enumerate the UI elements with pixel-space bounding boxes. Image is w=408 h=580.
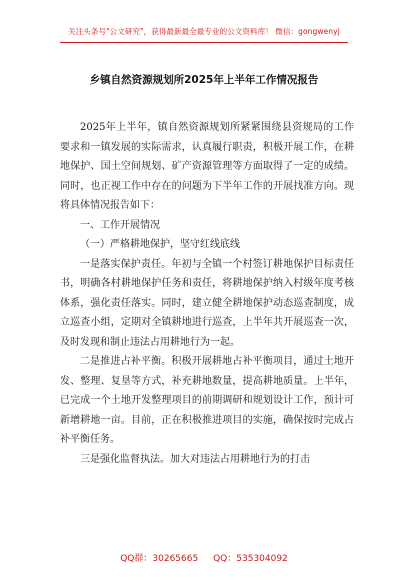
page-header-note: 关注头条号"公文研究"，获得最新最全最专业的公文资料库！ 微信：gongwenyj [68,27,340,36]
body-paragraph-intro: 2025年上半年，镇自然资源规划所紧紧围绕县资规局的工作要求和一镇发展的实际需求，认真履行职责，积极开展工作，在耕地保护、国土空间规划、矿产资源管理等方面取得了一定的成绩。同时，也正视工作中存在的问题为下半年工作的开展找准方向。现将具体情况报告如下： [60,122,354,211]
body-paragraph-enforcement: 三是强化监督执法。加大对违法占用耕地行为的打击 [80,453,310,465]
section-heading-1: 一、工作开展情况 [80,219,160,231]
page-footer [0,551,408,564]
footer-qq-group: QQ群：30265665 [120,554,199,564]
body-paragraph-responsibility: 一是落实保护责任。年初与全镇一个村签订耕地保护目标责任书，明确各村耕地保护任务和责任，将耕地保护纳入村级年度考核体系，强化责任落实。同时，建立健全耕地保护动态巡查制度，成立巡查小组，定期对全镇耕地进行巡查，上半年共开展巡查一次，及时发现和制止违法占用耕地行为一起。 [60,258,354,348]
footer-qq: QQ：535304092 [213,554,288,564]
document-title: 乡镇自然资源规划所2025年上半年工作情况报告 [89,74,319,86]
body-paragraph-balance: 二是推进占补平衡。积极开展耕地占补平衡项目，通过土地开发、整理、复垦等方式，补充耕地数量，提高耕地质量。上半年，已完成一个土地开发整理项目的前期调研和规划设计工作，预计可新增耕地一亩。目前，正在积极推进项目的实施，确保按时完成占补平衡任务。 [60,356,354,445]
document-body [60,118,354,469]
header-divider [60,42,348,43]
subsection-heading-1: （一）严格耕地保护，坚守红线底线 [80,239,240,250]
